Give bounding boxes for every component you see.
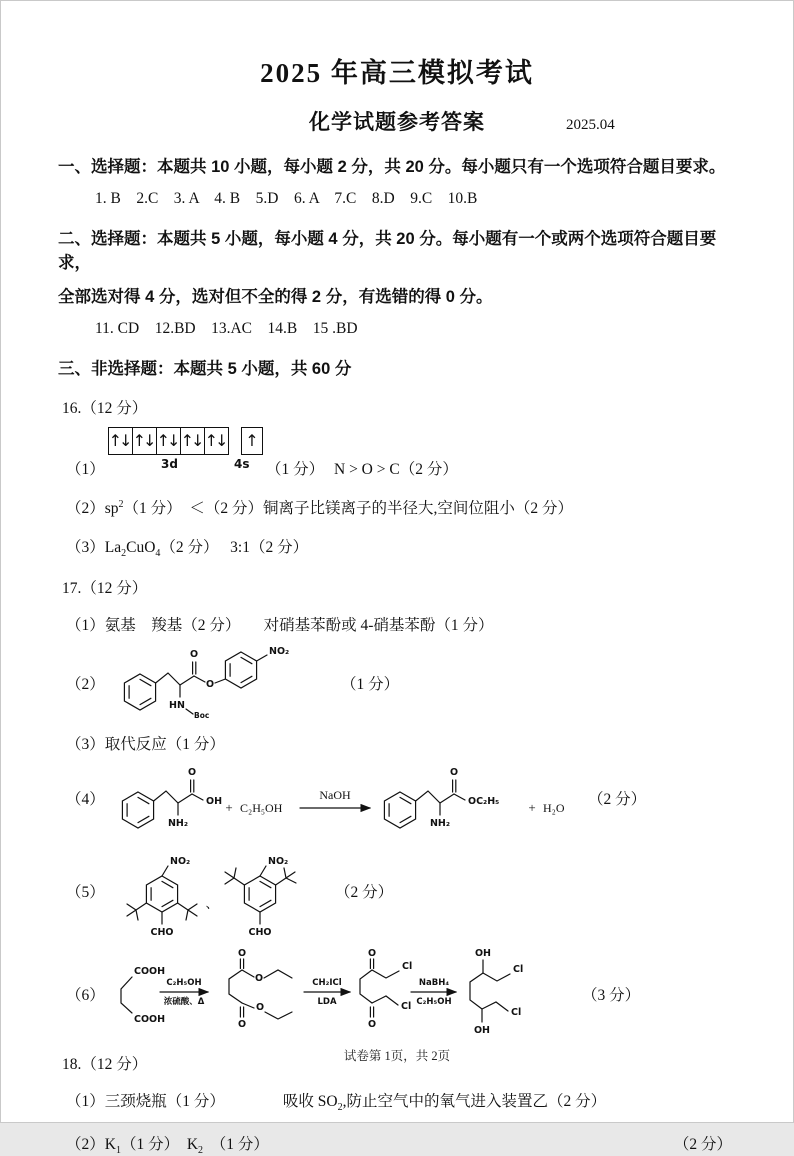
q16-item3-text3: （2 分） 3:1（2 分） [160, 538, 309, 556]
orbital-cell: ↑↓ [133, 428, 157, 454]
cho-label: CHO [150, 926, 174, 938]
cho-label: CHO [248, 926, 272, 938]
q16-number: 16.（12 分） [62, 399, 148, 417]
orbital-cell: ↑↓ [204, 431, 226, 451]
section3-heading: 三、非选择题：本题共 5 小题，共 60 分 [58, 359, 352, 378]
q16-item3-sub1: 2 [121, 547, 127, 559]
orbital-boxes [108, 427, 736, 455]
sulfuric-acid-label: 浓硫酸、Δ [163, 996, 205, 1007]
q18-item2-left [66, 1132, 269, 1156]
o-label: O [367, 947, 377, 959]
q17-item3: （3）取代反应（1 分） [66, 735, 225, 753]
cl-label: Cl [402, 960, 413, 972]
q18-item2-text3: （1 分） [203, 1135, 269, 1153]
tbutyl-group [178, 903, 197, 920]
o-label: O [367, 1018, 377, 1030]
page-footer: 试卷第 1页，共 2页 [343, 1049, 451, 1063]
q17-item5-num: （5） [66, 883, 105, 901]
q18-item1-part-b: 吸收 SO [282, 1092, 338, 1110]
o-label: O [237, 1018, 247, 1030]
q16-item3 [58, 535, 736, 559]
q16-item2-sup: 2 [118, 498, 124, 510]
ester-o-label: O [205, 678, 215, 690]
section2-heading-line2: 全部选对得 4 分，选对但不全的得 2 分，有选错的得 0 分。 [58, 287, 493, 306]
boc-label: Boc [194, 710, 210, 720]
q17-item5-row [58, 842, 736, 940]
orbital-4s-box: ↑ [241, 427, 263, 455]
tbutyl-group [225, 868, 244, 885]
q18-item2-text: （2）K [66, 1135, 116, 1153]
nh2-label: NH₂ [167, 817, 189, 829]
naoh-label: NaOH [319, 787, 351, 802]
benzene-ring [244, 876, 275, 912]
structure-boc-phenylalanine-nitrophenyl-ester [108, 640, 323, 726]
exam-date: 2025.04 [566, 117, 615, 133]
q16-item2-text2: （1 分） ＜（2 分）铜离子比镁离子的半径大,空间位阻小（2 分） [123, 499, 574, 517]
q17-item6-row [58, 944, 736, 1044]
plus-sign: + [225, 799, 233, 815]
section1-answers: 1. B 2.C 3. A 4. B 5.D 6. A 7.C 8.D 9.C 10.B [95, 189, 478, 207]
q17-item2-score: （1 分） [341, 675, 400, 693]
q18-item2-text2: （1 分） K [120, 1135, 199, 1153]
q17-item5-score: （2 分） [335, 883, 394, 901]
no2-label: NO₂ [269, 645, 290, 657]
benzene-ring [225, 652, 256, 688]
section2-heading-line1: 二、选择题：本题共 5 小题，每小题 4 分，共 20 分。每小题有一个或两个选项符合题目要求， [58, 229, 717, 272]
oh-label: OH [474, 947, 492, 959]
q18-item2-score: （2 分） [673, 1135, 732, 1153]
q16-item3-text2: CuO [126, 538, 156, 556]
q17-item4-num: （4） [66, 790, 105, 808]
q18-number: 18.（12 分） [62, 1055, 148, 1073]
benzene-ring [124, 674, 155, 710]
q16-item1-num: （1） [66, 460, 105, 478]
ethoxy-label: OC₂H₅ [468, 795, 500, 807]
page-title: 2025 年高三模拟考试 [260, 58, 534, 88]
no2-label: NO₂ [170, 855, 191, 867]
q17-item2-num: （2） [66, 675, 105, 693]
orbital-4s-label: 4s [234, 456, 250, 471]
o-label: O [237, 947, 247, 959]
q18-item1-sub: 2 [337, 1101, 343, 1113]
separator-comma: 、 [205, 895, 219, 911]
cl-label: Cl [511, 1006, 522, 1018]
q17-item4-row [58, 756, 736, 840]
water-label: H₂O [543, 800, 565, 815]
ethanol-label: C₂H₅OH [240, 800, 283, 815]
subtitle-row [58, 106, 736, 136]
hn-label: HN [169, 699, 185, 711]
q17-item2-row [58, 640, 736, 726]
cl-label: Cl [513, 963, 524, 975]
synthesis-reaction-scheme [108, 944, 548, 1044]
q16-orbital-diagram [58, 427, 736, 481]
carbonyl-o-label: O [449, 766, 459, 778]
section2-answers: 11. CD 12.BD 13.AC 14.B 15 .BD [95, 319, 358, 337]
document-subtitle: 化学试题参考答案 [309, 110, 485, 134]
q17-item6-score: （3 分） [582, 986, 641, 1004]
benzene-ring [146, 876, 177, 912]
cl-label: Cl [401, 1000, 412, 1012]
orbital-3d-label: 3d [161, 456, 178, 471]
q16-item1-answer: N > O > C（2 分） [334, 460, 458, 478]
q17-number: 17.（12 分） [62, 579, 148, 597]
orbital-cell: ↑↓ [157, 428, 181, 454]
lda-label: LDA [317, 996, 337, 1007]
o-label: O [255, 1001, 265, 1013]
benzene-ring [384, 792, 415, 828]
q18-item1-part-a: （1）三颈烧瓶（1 分） [66, 1092, 225, 1110]
o-label: O [254, 972, 264, 984]
tbutyl-group [127, 903, 146, 920]
tbutyl-group [276, 868, 296, 885]
q16-item3-sub2: 4 [155, 547, 161, 559]
section1-heading: 一、选择题：本题共 10 小题，每小题 2 分，共 20 分。每小题只有一个选项符合题目要求。 [58, 158, 726, 176]
no2-label: NO₂ [268, 855, 289, 867]
q18-item2-sub1: 1 [115, 1144, 121, 1156]
esterification-reaction-scheme [108, 756, 578, 840]
q18-item2-sub2: 2 [198, 1144, 204, 1156]
q16-item3-text: （3）La [66, 538, 122, 556]
q16-item2-text: （2）sp [66, 499, 119, 517]
oh-label: OH [206, 795, 223, 807]
q17-item6-num: （6） [66, 986, 105, 1004]
dinitro-benzaldehyde-structures [108, 842, 313, 940]
cooh-label: COOH [134, 1013, 166, 1025]
cooh-label: COOH [134, 965, 166, 977]
orbital-cell: ↑↓ [109, 428, 133, 454]
q16-item1-score: （1 分） [266, 460, 325, 478]
q17-item1: （1）氨基 羧基（2 分） 对硝基苯酚或 4-硝基苯酚（1 分） [66, 616, 494, 634]
benzene-ring [122, 792, 153, 828]
q17-item4-score: （2 分） [588, 790, 647, 808]
carbonyl-o-label: O [187, 766, 197, 778]
orbital-3d-boxes [108, 427, 229, 455]
q18-item2 [58, 1132, 736, 1156]
ch2icl-label: CH₂ICl [312, 977, 342, 988]
orbital-cell: ↑↓ [181, 428, 205, 454]
nh2-label: NH₂ [429, 817, 451, 829]
q18-item1-part-b2: ,防止空气中的氧气进入装置乙（2 分） [342, 1092, 607, 1110]
q16-item1-row [66, 457, 736, 481]
carbonyl-o-label: O [189, 648, 199, 660]
nabh4-label: NaBH₄ [418, 977, 450, 988]
ethanol-reagent-label: C₂H₅OH [166, 977, 202, 988]
oh-label: OH [473, 1024, 491, 1036]
q18-item1 [58, 1089, 736, 1113]
ethanol-reagent-label: C₂H₅OH [416, 996, 452, 1007]
q16-item2 [58, 496, 736, 518]
plus-sign: + [528, 799, 536, 815]
